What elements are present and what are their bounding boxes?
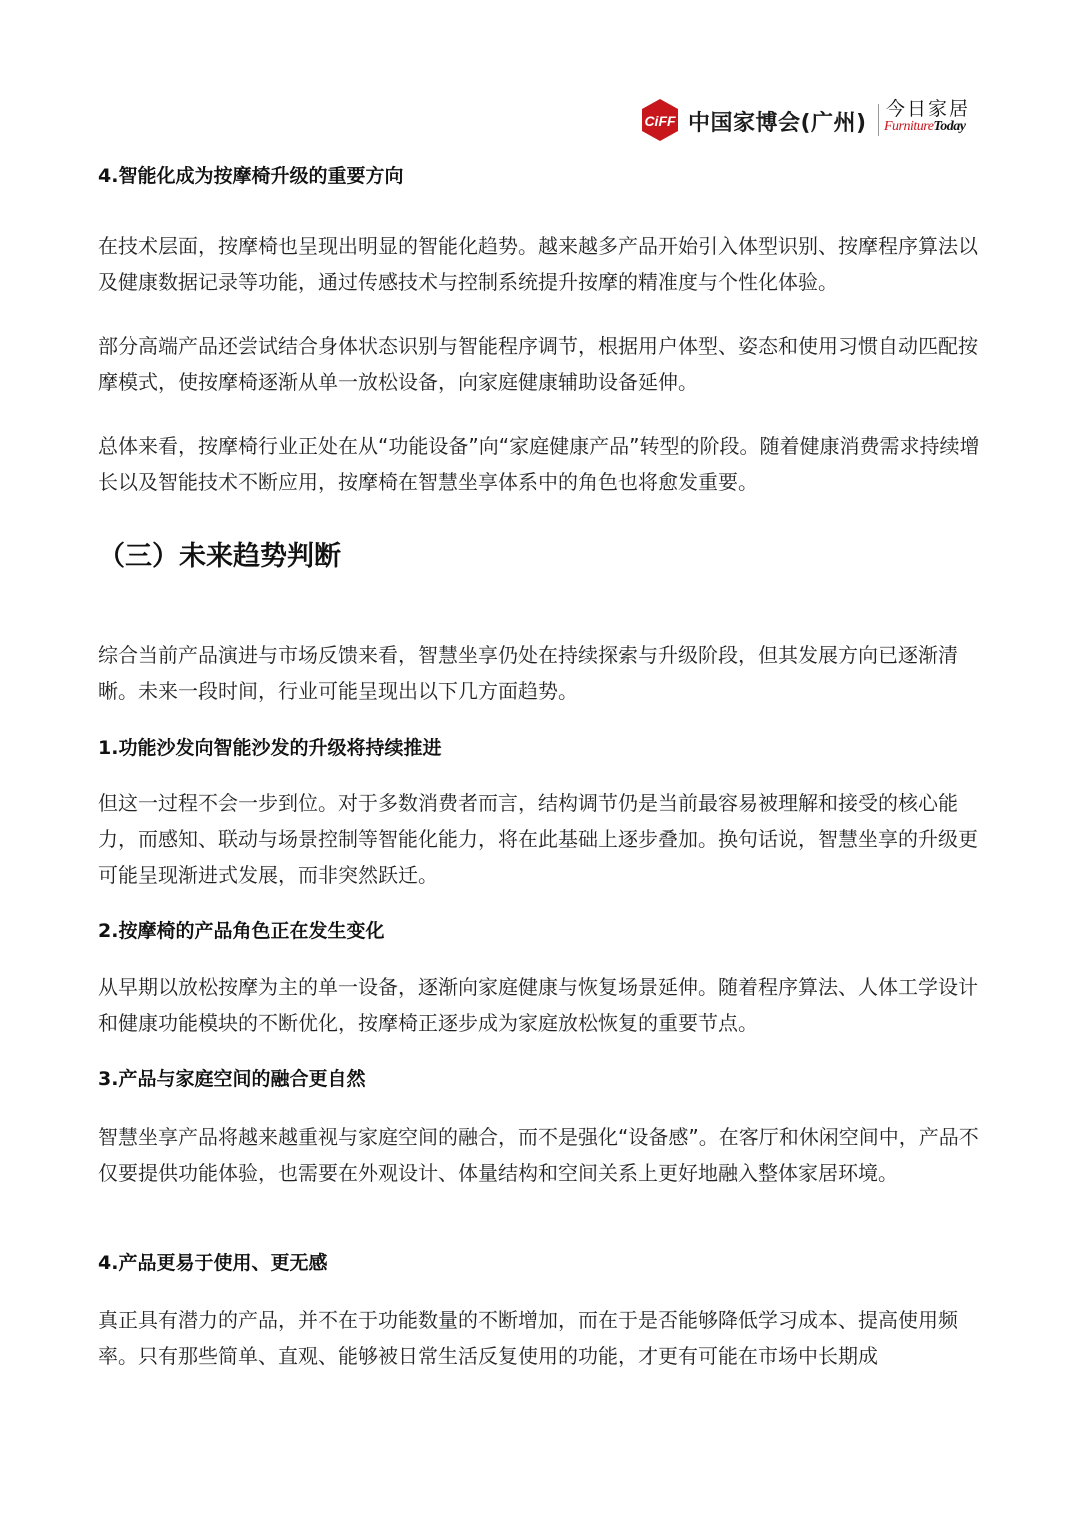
- trend2-body: 从早期以放松按摩为主的单一设备，逐渐向家庭健康与恢复场景延伸。随着程序算法、人体工学设计和健康功能模块的不断优化，按摩椅正逐步成为家庭放松恢复的重要节点。: [98, 975, 978, 1035]
- furniture-today-cn: 今日家居: [886, 98, 971, 120]
- trend1-heading: 1.功能沙发向智能沙发的升级将持续推进: [98, 737, 442, 759]
- section4-paragraph-1: 在技术层面，按摩椅也呈现出明显的智能化趋势。越来越多产品开始引入体型识别、按摩程序算法以及健康数据记录等功能，通过传感技术与控制系统提升按摩的精准度与个性化体验。: [98, 234, 978, 294]
- section4-paragraph-2: 部分高端产品还尝试结合身体状态识别与智能程序调节，根据用户体型、姿态和使用习惯自动匹配按摩模式，使按摩椅逐渐从单一放松设备，向家庭健康辅助设备延伸。: [98, 334, 978, 394]
- part3-intro: 综合当前产品演进与市场反馈来看，智慧坐享仍处在持续探索与升级阶段，但其发展方向已逐渐清晰。未来一段时间，行业可能呈现出以下几方面趋势。: [98, 643, 958, 703]
- trend3-body: 智慧坐享产品将越来越重视与家庭空间的融合，而不是强化“设备感”。在客厅和休闲空间中，产品不仅要提供功能体验，也需要在外观设计、体量结构和空间关系上更好地融入整体家居环境。: [98, 1125, 979, 1185]
- furniture-today-en-part2: Today: [933, 119, 966, 134]
- trend4-heading: 4.产品更易于使用、更无感: [98, 1252, 328, 1274]
- ciff-logo-icon: [638, 98, 682, 142]
- page-header: [638, 92, 978, 148]
- ciff-logo-text: CiFF: [644, 113, 676, 129]
- ciff-name: 中国家博会(广州): [688, 111, 867, 136]
- section4-heading: 4.智能化成为按摩椅升级的重要方向: [98, 165, 404, 187]
- part3-heading: （三）未来趋势判断: [98, 541, 341, 572]
- header-divider: [878, 104, 879, 136]
- trend3-heading: 3.产品与家庭空间的融合更自然: [98, 1068, 366, 1090]
- furniture-today-logo: [884, 119, 965, 135]
- trend1-body: 但这一过程不会一步到位。对于多数消费者而言，结构调节仍是当前最容易被理解和接受的核心能力，而感知、联动与场景控制等智能化能力，将在此基础上逐步叠加。换句话说，智慧坐享的升级更可能呈现渐进式发展，而非突然跃迁。: [98, 791, 978, 887]
- furniture-today-en-part1: Furniture: [884, 119, 934, 134]
- trend4-body: 真正具有潜力的产品，并不在于功能数量的不断增加，而在于是否能够降低学习成本、提高使用频率。只有那些简单、直观、能够被日常生活反复使用的功能，才更有可能在市场中长期成: [98, 1308, 958, 1368]
- section4-paragraph-3: 总体来看，按摩椅行业正处在从“功能设备”向“家庭健康产品”转型的阶段。随着健康消费需求持续增长以及智能技术不断应用，按摩椅在智慧坐享体系中的角色也将愈发重要。: [98, 434, 980, 494]
- trend2-heading: 2.按摩椅的产品角色正在发生变化: [98, 920, 385, 942]
